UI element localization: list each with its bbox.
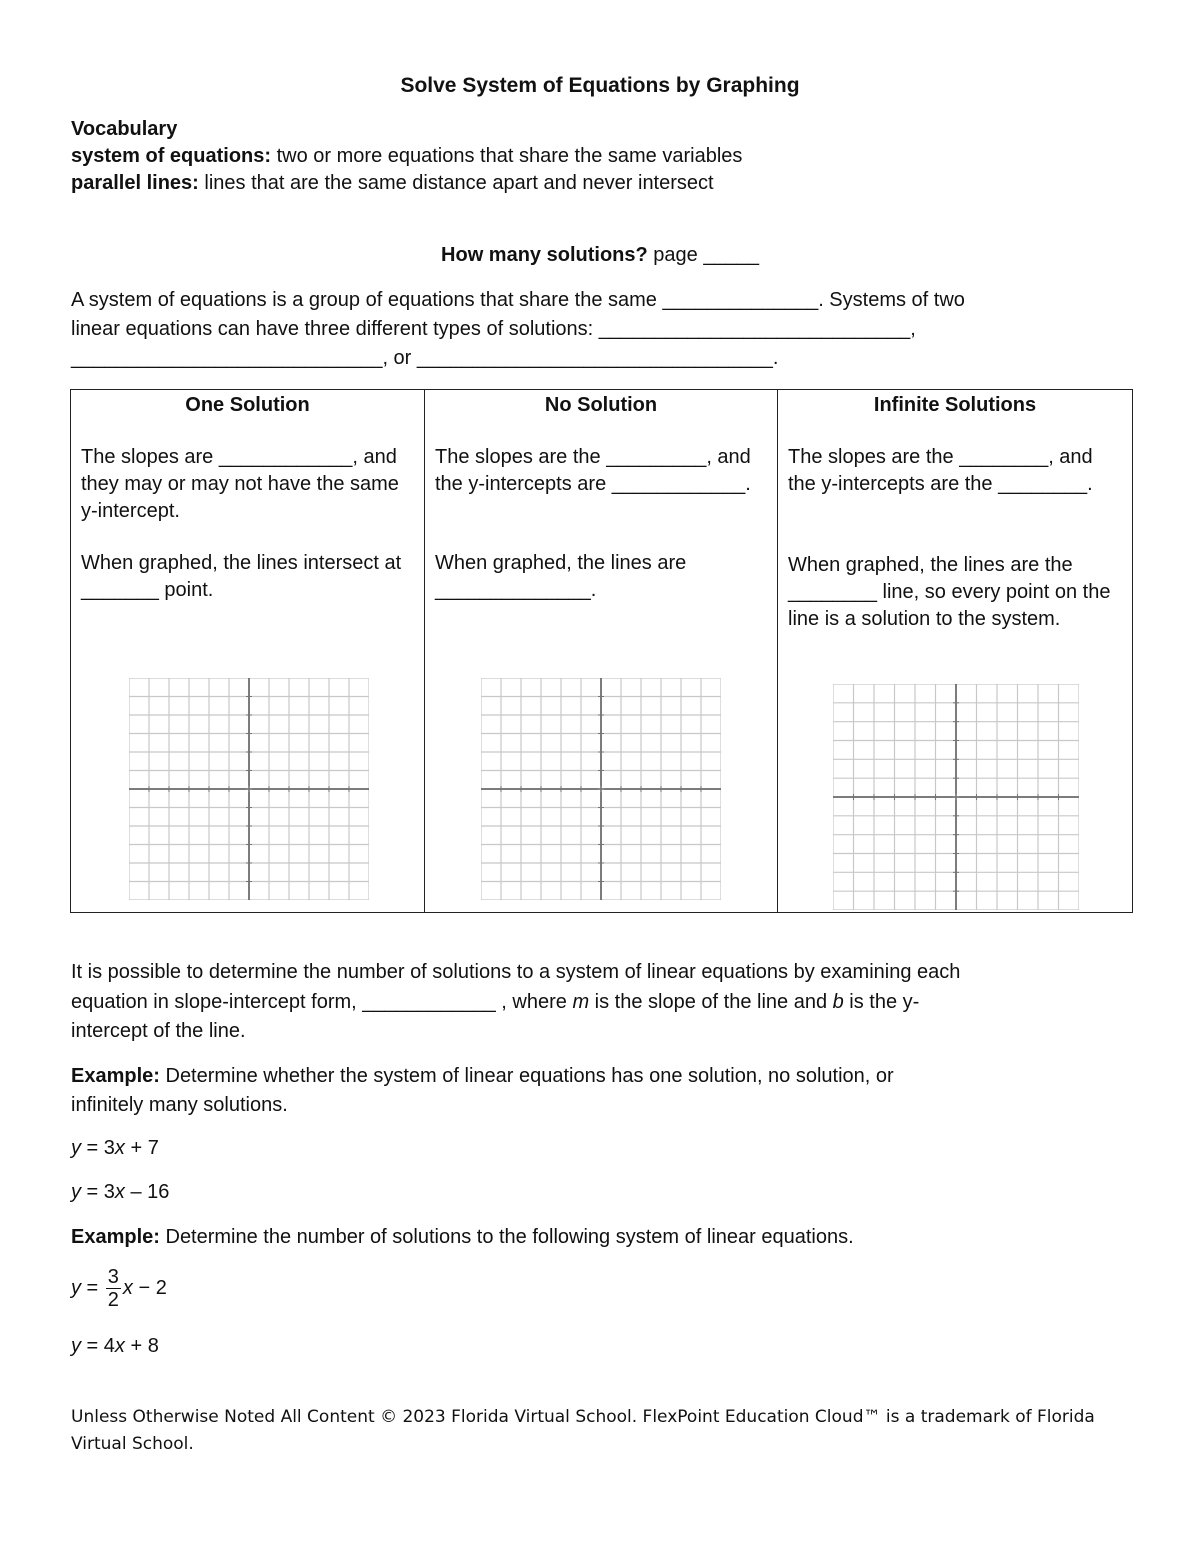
equation-var: y bbox=[71, 1335, 81, 1357]
equation-var: y bbox=[71, 1181, 81, 1203]
example-1-prompt bbox=[71, 1062, 1131, 1120]
intro-paragraph-line: A system of equations is a group of equations that share the same ______________. Systems of two bbox=[71, 289, 965, 311]
column-header: Infinite Solutions bbox=[873, 394, 1037, 416]
vocab-term: parallel lines: bbox=[71, 172, 199, 194]
example-text: Determine whether the system of linear equations has one solution, no solution, or bbox=[159, 1065, 894, 1087]
vocab-definition: lines that are the same distance apart and never intersect bbox=[198, 172, 714, 194]
column-text: When graphed, the lines intersect at _______ point. bbox=[81, 552, 402, 601]
column-text: When graphed, the lines are ______________. bbox=[435, 552, 687, 601]
equation-var: y bbox=[71, 1276, 81, 1299]
section-heading-text: How many solutions? bbox=[441, 244, 648, 266]
example-label: Example: bbox=[71, 1065, 160, 1087]
example-text: Determine the number of solutions to the following system of linear equations. bbox=[159, 1226, 854, 1248]
column-text: The slopes are the _________, and the y-intercepts are ____________. bbox=[435, 446, 751, 495]
equation-text: + 8 bbox=[124, 1335, 159, 1357]
column-header: No Solution bbox=[544, 394, 658, 416]
equation-text: = 3 bbox=[81, 1137, 115, 1159]
table-column-no-solution bbox=[425, 390, 778, 913]
equation-text: – 16 bbox=[124, 1181, 170, 1203]
vocabulary-heading: Vocabulary bbox=[71, 118, 178, 140]
example-2-equation-1 bbox=[71, 1266, 167, 1311]
fraction-numerator: 3 bbox=[107, 1266, 119, 1288]
table-column-one-solution bbox=[71, 390, 425, 913]
intro-paragraph-line: ____________________________, or ________________________________. bbox=[71, 347, 779, 369]
equation-text: + 7 bbox=[124, 1137, 159, 1159]
intro-paragraph-line: linear equations can have three different types of solutions: ____________________________, bbox=[71, 318, 916, 340]
example-1-equation-2 bbox=[71, 1181, 169, 1204]
column-text: The slopes are the ________, and the y-intercepts are the ________. bbox=[788, 446, 1093, 495]
equation-text: = 4 bbox=[81, 1335, 115, 1357]
variable-b: b bbox=[832, 991, 844, 1013]
table-column-infinite-solutions bbox=[778, 390, 1133, 913]
paragraph-text: equation in slope-intercept form, ____________ , where bbox=[71, 991, 573, 1013]
fraction bbox=[106, 1266, 121, 1311]
example-2-prompt bbox=[71, 1226, 854, 1249]
paragraph-line: intercept of the line. bbox=[71, 1020, 246, 1042]
equation-var: x bbox=[114, 1335, 125, 1357]
paragraph-text: is the slope of the line and bbox=[589, 991, 833, 1013]
column-header: One Solution bbox=[185, 394, 310, 416]
page-title: Solve System of Equations by Graphing bbox=[400, 74, 800, 97]
section-page-blank: page _____ bbox=[647, 244, 759, 266]
equation-var: x bbox=[122, 1276, 133, 1299]
column-text: The slopes are ____________, and they may or may not have the same y-intercept. bbox=[81, 446, 399, 522]
vocab-definition: two or more equations that share the same variables bbox=[271, 145, 743, 167]
vocab-item-parallel bbox=[71, 172, 714, 195]
equation-text: − 2 bbox=[132, 1276, 167, 1299]
paragraph-line bbox=[71, 988, 1131, 1017]
coordinate-grid bbox=[129, 678, 369, 900]
equation-var: x bbox=[114, 1137, 125, 1159]
equation-text: = 3 bbox=[81, 1181, 115, 1203]
section-heading bbox=[0, 244, 1200, 267]
fraction-denominator: 2 bbox=[107, 1289, 119, 1311]
column-text: When graphed, the lines are the ________ line, so every point on the line is a solution to the system. bbox=[788, 554, 1111, 630]
footer-line: Virtual School. bbox=[71, 1434, 194, 1454]
copyright-footer bbox=[71, 1404, 1131, 1458]
equation-var: y bbox=[71, 1137, 81, 1159]
vocab-term: system of equations: bbox=[71, 145, 272, 167]
solution-types-table bbox=[70, 389, 1133, 913]
coordinate-grid bbox=[833, 684, 1079, 910]
variable-m: m bbox=[572, 991, 590, 1013]
example-text: infinitely many solutions. bbox=[71, 1094, 288, 1116]
equation-var: x bbox=[114, 1181, 125, 1203]
footer-line: Unless Otherwise Noted All Content © 2023 Florida Virtual School. FlexPoint Education Cloud™ is a trademark of Florida bbox=[71, 1407, 1095, 1427]
paragraph-line: It is possible to determine the number of solutions to a system of linear equations by examining each bbox=[71, 961, 961, 983]
vocab-item-system bbox=[71, 145, 742, 168]
slope-intercept-paragraph bbox=[71, 958, 1131, 1046]
equation-text: = bbox=[81, 1276, 104, 1299]
coordinate-grid bbox=[481, 678, 721, 900]
example-label: Example: bbox=[71, 1226, 160, 1248]
example-2-equation-2 bbox=[71, 1335, 159, 1358]
example-1-equation-1 bbox=[71, 1137, 159, 1160]
paragraph-text: is the y- bbox=[843, 991, 920, 1013]
